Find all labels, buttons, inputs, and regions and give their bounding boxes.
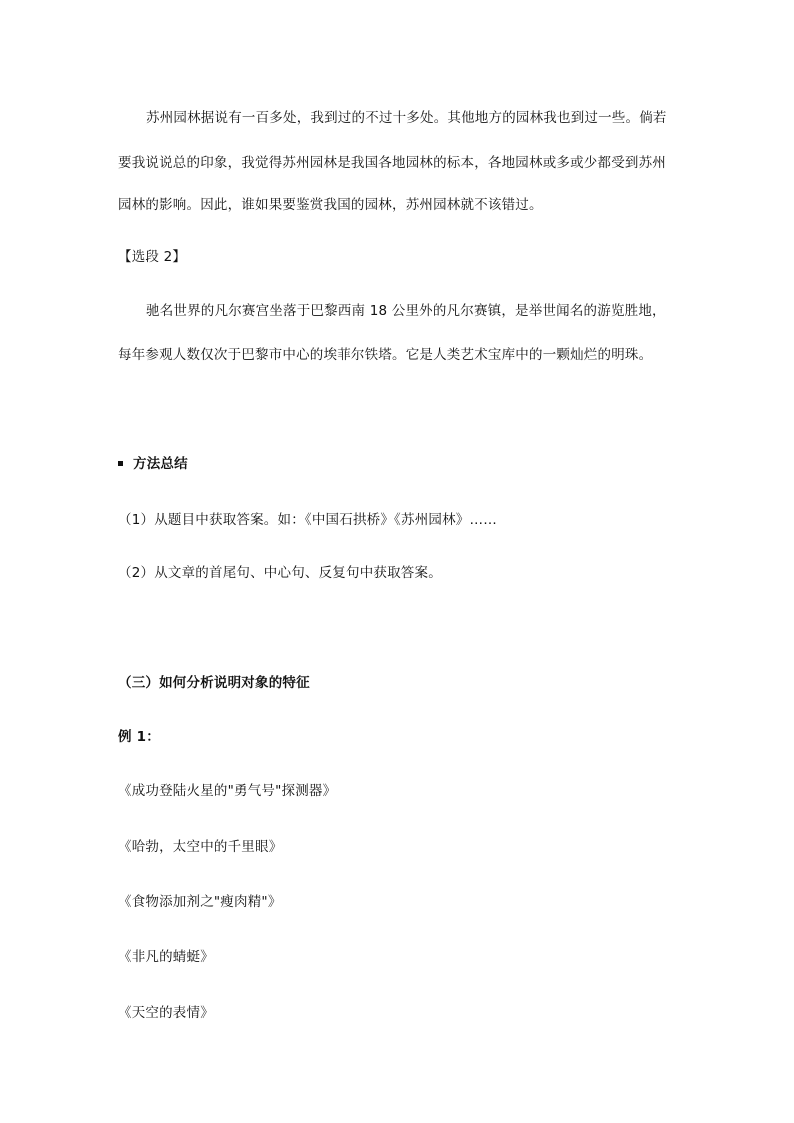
selection1-line-1: 苏州园林据说有一百多处，我到过的不过十多处。其他地方的园林我也到过一些。倘若 bbox=[146, 110, 667, 126]
section3-heading: （三）如何分析说明对象的特征 bbox=[118, 675, 310, 691]
selection2-label: 【选段 2】 bbox=[118, 249, 187, 265]
selection1-line-3: 园林的影响。因此，谁如果要鉴赏我国的园林，苏州园林就不该错过。 bbox=[118, 197, 543, 213]
example-title-3: 《食物添加剂之"瘦肉精"》 bbox=[118, 894, 282, 910]
example-title-5: 《天空的表情》 bbox=[118, 1005, 214, 1021]
bullet-square-icon bbox=[118, 461, 123, 466]
method-item-2: （2）从文章的首尾句、中心句、反复句中获取答案。 bbox=[118, 565, 442, 581]
selection1-line-2: 要我说说总的印象，我觉得苏州园林是我国各地园林的标本，各地园林或多或少都受到苏州 bbox=[118, 155, 666, 171]
method-item-1: （1）从题目中获取答案。如：《中国石拱桥》《苏州园林》…… bbox=[118, 512, 497, 528]
example-title-4: 《非凡的蜻蜓》 bbox=[118, 949, 214, 965]
method-heading-text: 方法总结 bbox=[133, 456, 188, 472]
selection2-line-2: 每年参观人数仅次于巴黎市中心的埃菲尔铁塔。它是人类艺术宝库中的一颗灿烂的明珠。 bbox=[118, 347, 653, 363]
selection2-line-1: 驰名世界的凡尔赛宫坐落于巴黎西南 18 公里外的凡尔赛镇，是举世闻名的游览胜地， bbox=[146, 303, 666, 319]
method-heading bbox=[118, 454, 188, 474]
example-label: 例 1： bbox=[118, 729, 160, 745]
example-title-2: 《哈勃，太空中的千里眼》 bbox=[118, 839, 283, 855]
example-title-1: 《成功登陆火星的"勇气号"探测器》 bbox=[118, 783, 337, 799]
